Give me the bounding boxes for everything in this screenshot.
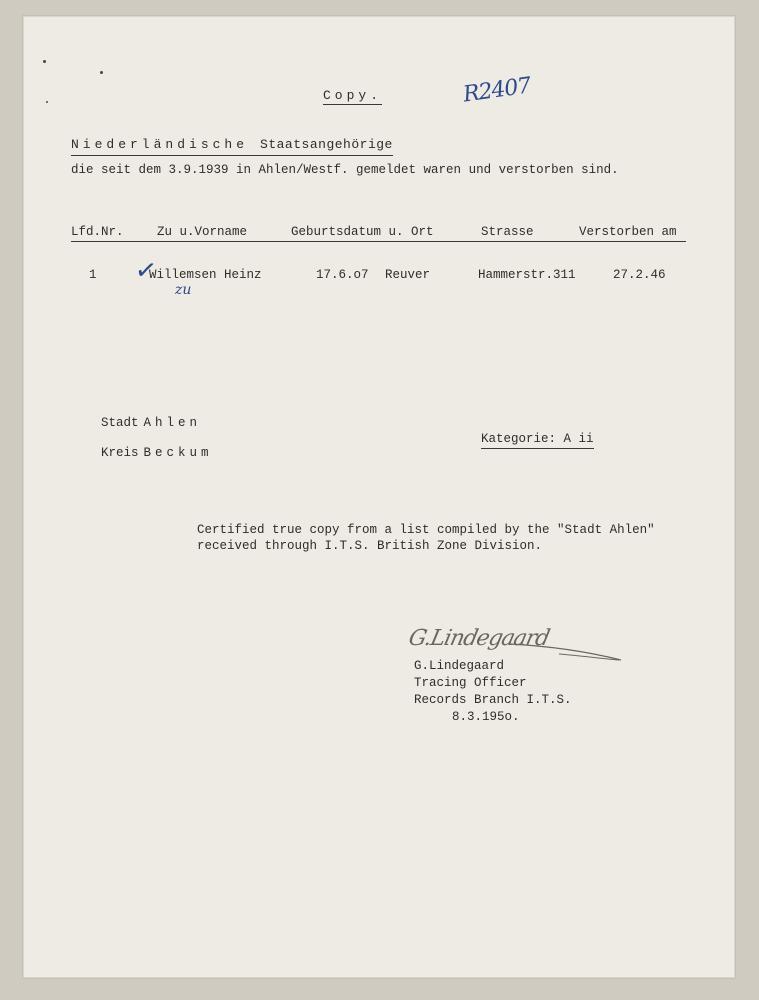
paper-speck: [46, 101, 48, 103]
city-line: [101, 416, 201, 430]
column-header-died: Verstorben am: [579, 225, 677, 242]
row-died: 27.2.46: [613, 268, 666, 282]
row-name: Willemsen Heinz: [149, 268, 262, 282]
officer-date: 8.3.195o.: [452, 710, 520, 724]
document-subtitle: die seit dem 3.9.1939 in Ahlen/Westf. gemeldet waren und verstorben sind.: [71, 163, 619, 177]
certification-line-2: received through I.T.S. British Zone Division.: [197, 539, 543, 553]
row-birth-place: Reuver: [385, 268, 431, 282]
heading-citizens: Staatsangehörige: [260, 137, 393, 152]
column-header-name: Zu u.Vorname: [157, 225, 247, 242]
district-line: [101, 446, 213, 460]
column-header-street: Strasse: [481, 225, 534, 242]
officer-name: G.Lindegaard: [414, 659, 505, 673]
city-label: Stadt: [101, 416, 139, 430]
page-border: [23, 16, 735, 978]
officer-title: Tracing Officer: [414, 676, 527, 690]
header-underline: [71, 241, 686, 242]
certification-line-1: Certified true copy from a list compiled by the "Stadt Ahlen": [197, 523, 655, 537]
row-birth-date: 17.6.o7: [316, 268, 369, 282]
signature-handwriting: G.Lindegaard: [406, 626, 552, 651]
paper-speck: [43, 60, 46, 63]
column-header-birth: Geburtsdatum u. Ort: [291, 225, 434, 242]
row-street: Hammerstr.311: [478, 268, 576, 282]
district-name: Beckum: [143, 446, 213, 460]
category-label: Kategorie: A ii: [481, 432, 594, 449]
district-label: Kreis: [101, 446, 139, 460]
handwritten-reference: R2407: [461, 73, 532, 108]
row-nr: 1: [89, 268, 97, 282]
officer-branch: Records Branch I.T.S.: [414, 693, 572, 707]
column-header-nr: Lfd.Nr.: [71, 225, 124, 242]
document-title: Copy.: [323, 88, 383, 103]
handwritten-note: zu: [175, 282, 192, 298]
checkmark-icon: ✓: [133, 254, 159, 288]
heading-nationality: Niederländische: [71, 137, 249, 152]
document-heading: [71, 135, 393, 156]
document-page: [23, 16, 735, 978]
paper-speck: [100, 71, 103, 74]
city-name: Ahlen: [143, 416, 202, 430]
